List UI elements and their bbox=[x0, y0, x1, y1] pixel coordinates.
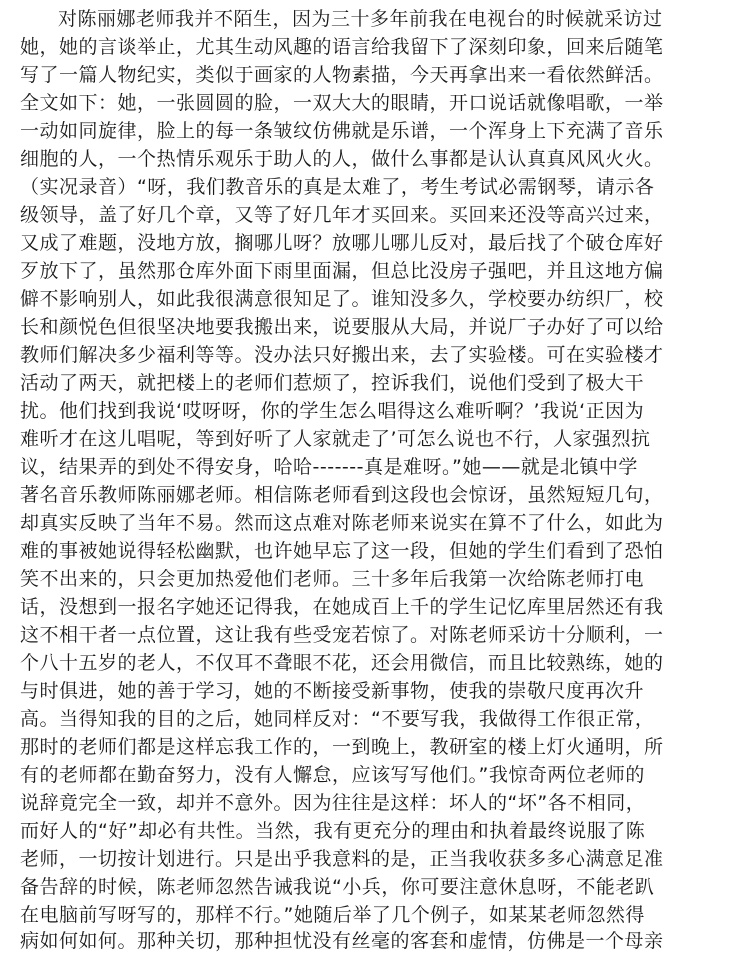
text-line: 教师们解决多少福利等等。没办法只好搬出来，去了实验楼。可在实验楼才 bbox=[20, 344, 664, 366]
text-line: 在电脑前写呀写的，那样不行。”她随后举了几个例子，如某某老师忽然得 bbox=[20, 904, 645, 926]
text-line: 而好人的“好”却必有共性。当然，我有更充分的理由和执着最终说服了陈 bbox=[20, 820, 646, 842]
text-line: 全文如下：她，一张圆圆的脸，一双大大的眼睛，开口说话就像唱歌，一举 bbox=[20, 92, 664, 114]
text-line: 级领导，盖了好几个章，又等了好几年才买回来。买回来还没等高兴过来， bbox=[20, 204, 664, 226]
text-line: 与时俱进，她的善于学习，她的不断接受新事物，使我的崇敬尺度再次升 bbox=[20, 680, 645, 702]
text-line: 老师，一切按计划进行。只是出乎我意料的是，正当我收获多多心满意足准 bbox=[20, 848, 664, 870]
text-line: 活动了两天，就把楼上的老师们惹烦了，控诉我们，说他们受到了极大干 bbox=[20, 372, 645, 394]
text-line: 又成了难题，没地方放，搁哪儿呀？放哪儿哪儿反对，最后找了个破仓库好 bbox=[20, 232, 664, 254]
text-line: 却真实反映了当年不易。然而这点难对陈老师来说实在算不了什么，如此为 bbox=[20, 512, 664, 534]
text-line: 对陈丽娜老师我并不陌生，因为三十多年前我在电视台的时候就采访过 bbox=[58, 8, 663, 30]
text-line: 议，结果弄的到处不得安身，哈哈-------真是难呀。”她——就是北镇中学 bbox=[20, 456, 638, 478]
text-line: 高。当得知我的目的之后，她同样反对：“不要写我，我做得工作很正常， bbox=[20, 708, 655, 730]
text-line: 僻不影响别人，如此我很满意很知足了。谁知没多久，学校要办纺织厂，校 bbox=[20, 288, 664, 310]
text-line: 难听才在这儿唱呢，等到好听了人家就走了’可怎么说也不行，人家强烈抗 bbox=[20, 428, 651, 450]
text-line: 备告辞的时候，陈老师忽然告诫我说“小兵，你可要注意休息呀，不能老趴 bbox=[20, 876, 655, 898]
text-line: 写了一篇人物纪实，类似于画家的人物素描，今天再拿出来一看依然鲜活。 bbox=[20, 64, 664, 86]
text-line: 有的老师都在勤奋努力，没有人懈怠，应该写写他们。”我惊奇两位老师的 bbox=[20, 764, 645, 786]
text-line: 长和颜悦色但很坚决地要我搬出来，说要服从大局，并说厂子办好了可以给 bbox=[20, 316, 664, 338]
text-line: 一动如同旋律，脸上的每一条皱纹仿佛就是乐谱，一个浑身上下充满了音乐 bbox=[20, 120, 664, 142]
text-line: （实况录音）“呀，我们教音乐的真是太难了，考生考试必需钢琴，请示各 bbox=[20, 176, 655, 198]
text-line: 歹放下了，虽然那仓库外面下雨里面漏，但总比没房子强吧，并且这地方偏 bbox=[20, 260, 664, 282]
text-line: 说辞竟完全一致，却并不意外。因为往往是这样：坏人的“坏”各不相同， bbox=[20, 792, 646, 814]
text-line: 笑不出来的，只会更加热爱他们老师。三十多年后我第一次给陈老师打电 bbox=[20, 568, 645, 590]
text-line: 这不相干者一点位置，这让我有些受宠若惊了。对陈老师采访十分顺利，一 bbox=[20, 624, 664, 646]
text-line: 病如何如何。那种关切，那种担忧没有丝毫的客套和虚情，仿佛是一个母亲 bbox=[20, 930, 664, 952]
text-line: 细胞的人，一个热情乐观乐于助人的人，做什么事都是认认真真风风火火。 bbox=[20, 148, 664, 170]
text-line: 个八十五岁的老人，不仅耳不聋眼不花，还会用微信，而且比较熟练，她的 bbox=[20, 652, 664, 674]
text-line: 话，没想到一报名字她还记得我，在她成百上千的学生记忆库里居然还有我 bbox=[20, 596, 664, 618]
text-line: 难的事被她说得轻松幽默，也许她早忘了这一段，但她的学生们看到了恐怕 bbox=[20, 540, 664, 562]
text-line: 扰。他们找到我说‘哎呀呀，你的学生怎么唱得这么难听啊？’我说‘正因为 bbox=[20, 400, 645, 422]
text-line: 那时的老师们都是这样忘我工作的，一到晚上，教研室的楼上灯火通明，所 bbox=[20, 736, 664, 758]
text-line: 著名音乐教师陈丽娜老师。相信陈老师看到这段也会惊讶，虽然短短几句， bbox=[20, 484, 664, 506]
text-line: 她，她的言谈举止，尤其生动风趣的语言给我留下了深刻印象，回来后随笔 bbox=[20, 36, 664, 58]
